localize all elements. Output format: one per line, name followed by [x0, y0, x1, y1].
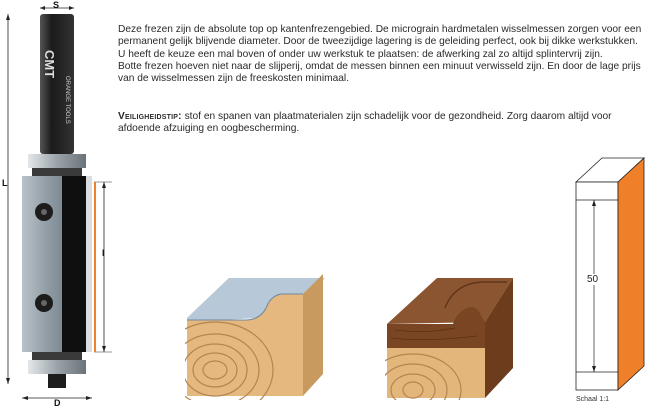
scale-label: Schaal 1:1: [576, 396, 610, 403]
brand-logo: CMT ORANGE TOOLS: [42, 50, 70, 124]
dimension-i-label: I: [102, 248, 105, 258]
dimension-s-label: S: [53, 0, 60, 10]
safety-tip-paragraph: Veiligheidstip: stof en spanen van plaatmaterialen zijn schadelijk voor de gezondheid. Zorg daarom altijd voor afdoende afzuiging en oogbescherming.: [118, 111, 612, 135]
description-paragraph: Deze frezen zijn de absolute top op kantenfrezengebied. De micrograin hardmetalen wisselmessen zorgen voor een permanent gelijk blijvende diameter. Door de tweezijdige lagering is de geleiding perfect, ook bij dikke werkstukken. U heeft de keuze een mal boven of onder uw werkstuk te plaatsen: de afwerking zal zo altijd splintervrij zijn. Botte frezen hoeven niet naar de slijperij, omdat de messen binnen een minuut verwisseld zijn. En door de lage prijs van de wisselmessen zijn de freeskosten minimaal.: [118, 24, 642, 85]
lower-bearing: [28, 360, 86, 374]
moulded-board-illustration: [385, 272, 515, 400]
safety-tip-label: Veiligheidstip:: [118, 111, 182, 122]
dimension-l-label: L: [2, 178, 8, 188]
upper-bearing: [28, 154, 86, 168]
dimension-d-label: D: [54, 398, 61, 408]
dimension-50-label: 50: [587, 274, 599, 285]
laminated-board-illustration: [185, 270, 325, 400]
scale-block-illustration: [572, 156, 648, 396]
